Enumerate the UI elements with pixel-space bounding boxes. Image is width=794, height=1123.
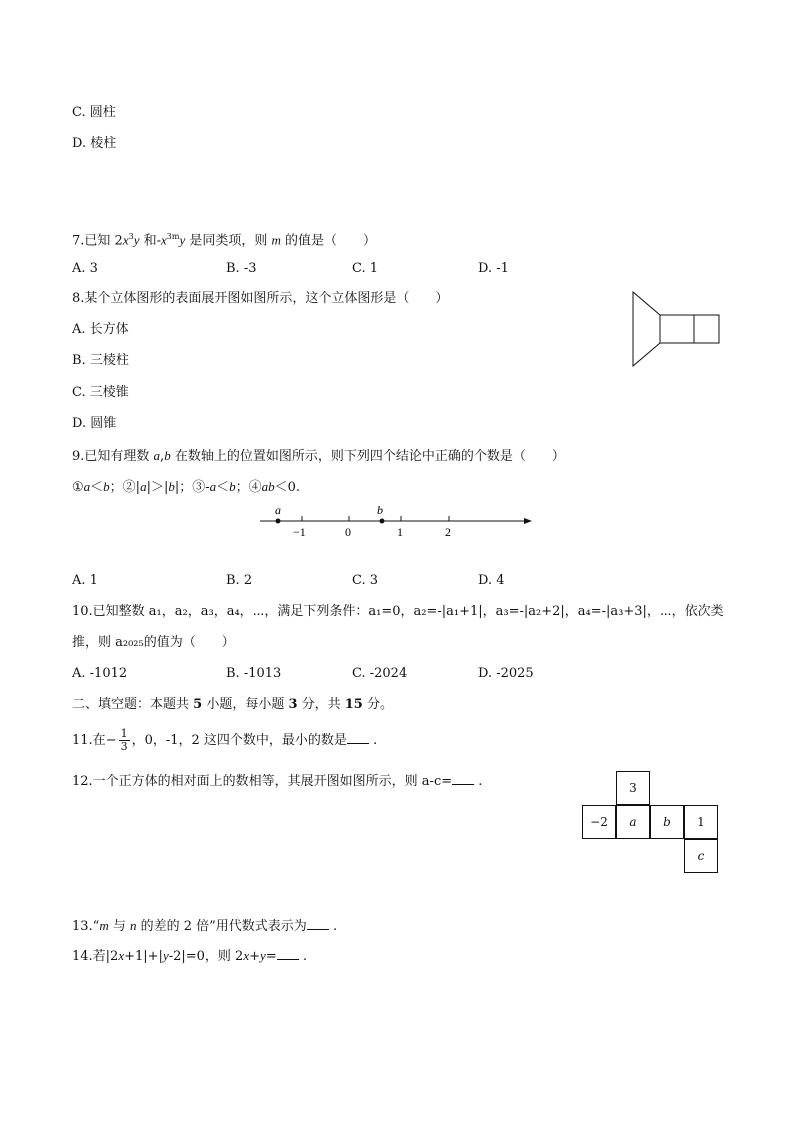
q8-stem: 8.某个立体图形的表面展开图如图所示，这个立体图形是（ ）: [72, 291, 449, 306]
net-cell-right: 1: [684, 805, 718, 839]
q10-option-b: B. -1013: [226, 666, 282, 681]
q10-stem-line1: 10.已知整数 a₁，a₂，a₃，a₄，⋯，满足下列条件：a₁=0，a₂=-|a₁+1|，a₃=-|a₂+2|，a₄=-|a₃+3|，⋯，依次类: [72, 604, 724, 619]
answer-blank: [347, 732, 369, 744]
q9-option-d: D. 4: [478, 573, 505, 588]
net-cell-c: c: [684, 839, 718, 873]
q8-option-b: B. 三棱柱: [72, 353, 129, 368]
answer-blank: [307, 918, 329, 930]
q7-option-b: B. -3: [226, 261, 257, 276]
q12-stem: 12.一个正方体的相对面上的数相等，其展开图如图所示，则 a-c= .: [72, 774, 483, 789]
q9-number-line: [255, 503, 540, 543]
net-cell-a: a: [616, 805, 650, 839]
q11-stem: 11.在− $\frac{1}{3}$ ，0，-1，2 这四个数中，最小的数是 .: [72, 727, 378, 753]
point-b-label: b: [377, 503, 383, 517]
q8-net-figure: [628, 288, 724, 370]
q7-option-a: A. 3: [72, 261, 98, 276]
q9-conclusions: ①a＜b；②|a|＞|b|；③-a＜b；④ab＜0.: [72, 479, 301, 495]
q9-stem: 9.已知有理数 a,b 在数轴上的位置如图所示，则下列四个结论中正确的个数是（ ）: [72, 448, 565, 464]
q6-option-d: D. 棱柱: [72, 136, 117, 151]
net-cell-left: −2: [582, 805, 616, 839]
tick-label-2: 2: [445, 525, 451, 539]
q9-option-a: A. 1: [72, 573, 98, 588]
q13-stem: 13.“m 与 n 的差的 2 倍”用代数式表示为 .: [72, 918, 338, 934]
net-cell-top: 3: [616, 771, 650, 805]
q10-stem-line2: 推，则 a₂₀₂₅的值为（ ）: [72, 635, 235, 650]
q9-option-c: C. 3: [352, 573, 379, 588]
q7-option-d: D. -1: [478, 261, 509, 276]
q7-stem: 7.已知 $2x^3y$ 和$-x^{3m}y$ 是同类项，则 m 的值是（ ）: [72, 232, 377, 249]
tick-label-0: 0: [345, 525, 351, 539]
fraction-one-third: $\frac{1}{3}$: [120, 727, 128, 753]
answer-blank: [277, 948, 299, 960]
q9-option-b: B. 2: [226, 573, 253, 588]
q10-option-a: A. -1012: [72, 666, 128, 681]
q6-option-c: C. 圆柱: [72, 105, 116, 120]
q8-option-a: A. 长方体: [72, 322, 129, 337]
q14-stem: 14.若|2x+1|+|y-2|=0，则 2x+y= .: [72, 948, 307, 964]
q7-option-c: C. 1: [352, 261, 379, 276]
answer-blank: [452, 773, 474, 785]
q8-option-c: C. 三棱锥: [72, 385, 129, 400]
tick-label-neg1: −1: [293, 525, 306, 539]
q10-option-d: D. -2025: [478, 666, 534, 681]
section-2-heading: 二、填空题：本题共 5 小题，每小题 3 分，共 15 分。: [72, 697, 393, 712]
tick-label-1: 1: [397, 525, 403, 539]
q8-option-d: D. 圆锥: [72, 416, 117, 431]
point-a-label: a: [275, 503, 281, 517]
net-cell-b: b: [650, 805, 684, 839]
q10-option-c: C. -2024: [352, 666, 408, 681]
